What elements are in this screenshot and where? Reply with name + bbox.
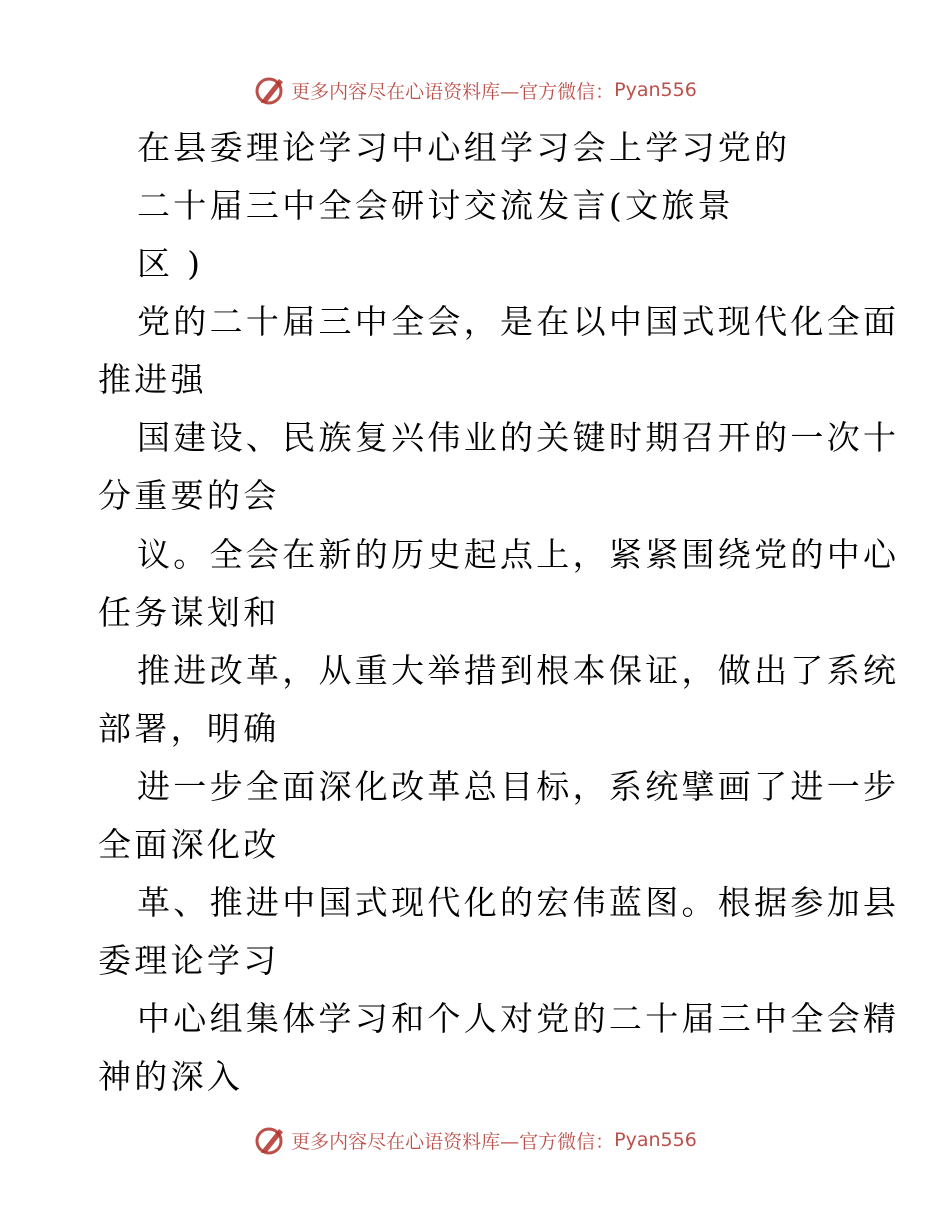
header-watermark (0, 70, 950, 110)
paragraph-line: 国建设、民族复兴伟业的关键时期召开的一次十 (137, 418, 900, 457)
watermark-wechat-id: Pyan556 (614, 79, 697, 101)
paragraph-line: 任务谋划和 (98, 593, 280, 632)
document-title-line: 在县委理论学习中心组学习会上学习党的 (137, 128, 791, 167)
paragraph-line: 党的二十届三中全会，是在以中国式现代化全面 (137, 302, 900, 341)
paragraph-line: 分重要的会 (98, 476, 280, 515)
paragraph-line: 革、推进中国式现代化的宏伟蓝图。根据参加县 (137, 883, 900, 922)
document-title-line: 二十届三中全会研讨交流发言(文旅景 (137, 186, 734, 225)
watermark-text: 更多内容尽在心语资料库—官方微信： (291, 80, 615, 103)
pen-logo-icon (253, 1123, 287, 1157)
footer-watermark (0, 1120, 950, 1160)
watermark-wechat-id: Pyan556 (614, 1129, 697, 1151)
paragraph-line: 推进改革，从重大举措到根本保证，做出了系统 (137, 651, 900, 690)
paragraph-line: 议。全会在新的历史起点上，紧紧围绕党的中心 (137, 535, 900, 574)
watermark-text: 更多内容尽在心语资料库—官方微信： (291, 1130, 615, 1153)
paragraph-line: 中心组集体学习和个人对党的二十届三中全会精 (137, 999, 900, 1038)
paragraph-line: 推进强 (98, 360, 207, 399)
paragraph-line: 全面深化改 (98, 825, 280, 864)
paragraph-line: 进一步全面深化改革总目标，系统擘画了进一步 (137, 767, 900, 806)
paragraph-line: 部署，明确 (98, 709, 280, 748)
pen-logo-icon (253, 73, 287, 107)
paragraph-line: 神的深入 (98, 1057, 244, 1096)
document-title-line: 区 ) (137, 244, 204, 283)
paragraph-line: 委理论学习 (98, 941, 280, 980)
